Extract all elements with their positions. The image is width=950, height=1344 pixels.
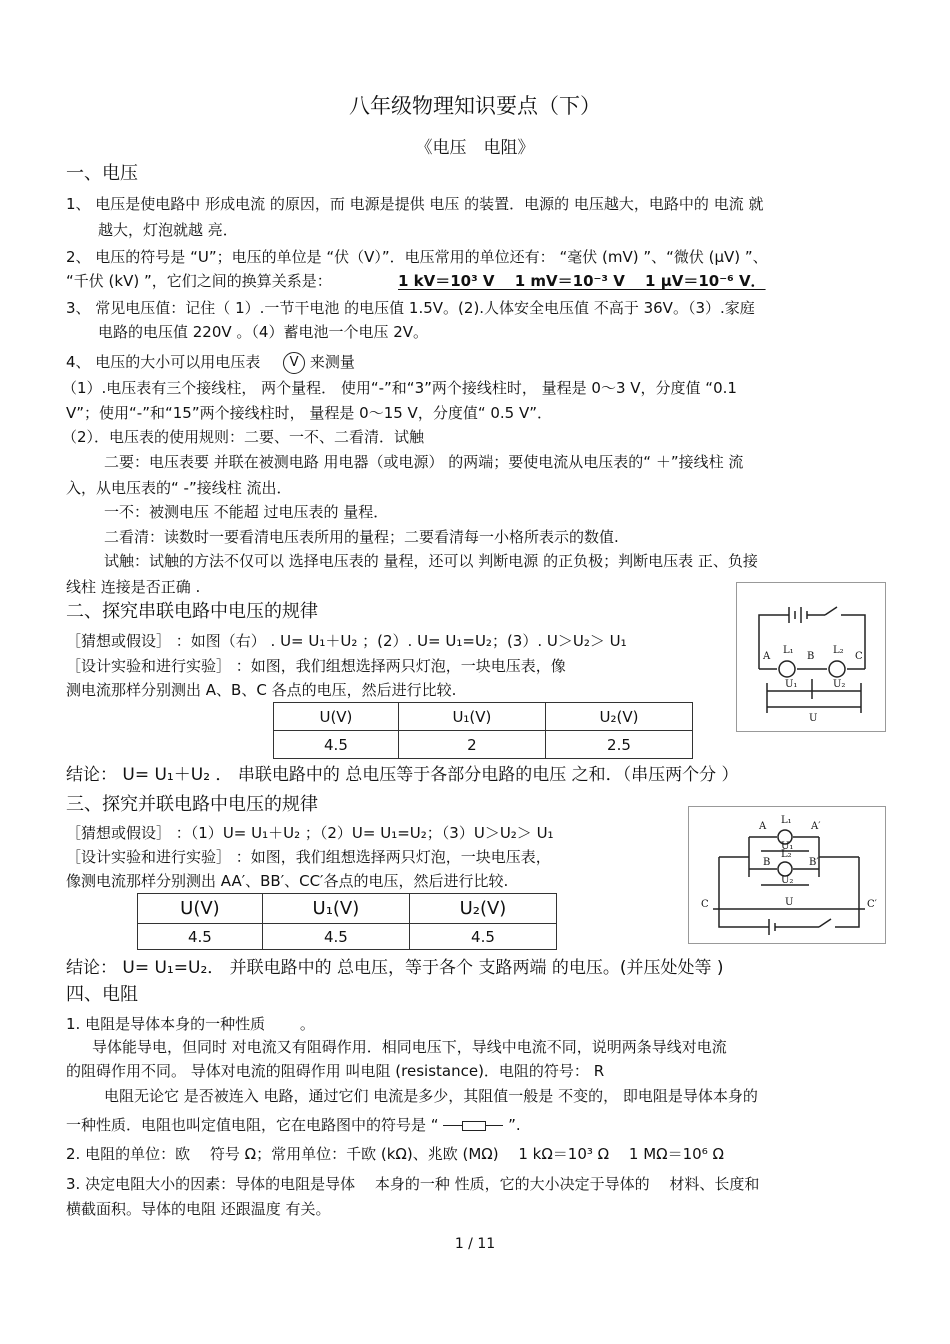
text-span: ”. [508,1116,521,1134]
text-line: ［设计实验和进行实验］ ：如图，我们组想选择两只灯泡，一块电压表，像 [66,657,566,675]
table-header: U₁(V) [398,703,545,731]
section-heading-voltage: 一、电压 [66,163,138,184]
label-c: C [701,899,709,910]
label-a: A [759,821,767,832]
text-line: （1）.电压表有三个接线柱， 两个量程． 使用“-”和“3”两个接线柱时， 量程是 0～3 V，分度值 “0.1 [62,379,737,397]
table-cell: 4.5 [274,731,399,759]
conclusion-series: 结论： U= U₁＋U₂ ． 串联电路中的 总电压等于各部分电路的电压 之和．（串压两个分 ） [66,765,739,785]
text-line: 2、 电压的符号是 “U”；电压的单位是 “伏（V）”．电压常用的单位还有： “毫伏 (mV) ”、“微伏 (μV) ”、 [66,248,768,266]
text-line [66,351,355,374]
resistor-icon [443,1121,503,1131]
label-u2: U₂ [781,875,794,886]
table-header: U(V) [274,703,399,731]
text-line: 1、 电压是使电路中 形成电流 的原因，而 电源是提供 电压 的装置．电源的 电压越大，电路中的 电流 就 [66,195,764,213]
text-line: 入，从电压表的“ -”接线柱 流出． [66,479,292,497]
text-line: 的阻碍作用不同。 导体对电流的阻碍作用 叫电阻 (resistance)．电阻的符号： R [66,1062,605,1080]
parallel-circuit-diagram [689,807,885,943]
series-voltage-table [273,702,693,759]
label-b: B [763,857,771,868]
table-cell: 2.5 [545,731,692,759]
text-line: 电阻无论它 是否被连入 电路，通过它们 电流是多少，其阻值一般是 不变的， 即电阻是导体本身的 [104,1087,758,1105]
table-cell: 4.5 [262,924,409,950]
table-header: U₂(V) [545,703,692,731]
label-u1: U₁ [785,679,798,690]
label-u1: U₁ [781,841,794,852]
text-line: 1. 电阻是导体本身的一种性质 。 [66,1015,315,1033]
text-line: 越大，灯泡就越 亮． [98,221,238,239]
table-header: U₁(V) [262,894,409,924]
label-u: U [809,713,818,724]
label-c: C [855,651,863,662]
text-span: 一种性质．电阻也叫定值电阻，它在电路图中的符号是 “ [66,1116,439,1134]
table-cell: 4.5 [138,924,263,950]
text-line: 二要：电压表要 并联在被测电路 用电器（或电源） 的两端；要使电流从电压表的“ ＋”接线柱 流 [104,453,744,471]
label-c-prime: C′ [867,899,877,910]
table-header: U₂(V) [409,894,556,924]
table-header: U(V) [138,894,263,924]
text-line: 测电流那样分别测出 A、B、C 各点的电压，然后进行比较. [66,681,457,699]
label-a: A [763,651,771,662]
text-line: 二看清：读数时一要看清电压表所用的量程；二要看清每一小格所表示的数值. [104,528,619,546]
parallel-voltage-table [137,893,557,950]
label-l2: L₂ [781,849,792,860]
series-circuit-diagram [737,583,885,731]
text-line: 一不：被测电压 不能超 过电压表的 量程． [104,503,389,521]
text-line: 电路的电压值 220V 。（4）蓄电池一个电压 2V。 [98,323,429,341]
text-line: 3. 决定电阻大小的因素：导体的电阻是导体 本身的一种 性质，它的大小决定于导体的 材料、长度和 [66,1175,760,1193]
text-line: V”；使用“-”和“15”两个接线柱时， 量程是 0～15 V，分度值“ 0.5 V”． [66,404,553,422]
page-subtitle: 《电压 电阻》 [415,138,535,158]
section-heading-parallel: 三、探究并联电路中电压的规律 [66,794,318,815]
text-line: 横截面积。导体的电阻 还跟温度 有关。 [66,1200,331,1218]
voltmeter-icon: V [283,352,305,374]
label-b: B [807,651,815,662]
label-l1: L₁ [783,645,794,656]
series-circuit-figure [736,582,886,732]
text-line: ［猜想或假设］ ：（1）U= U₁＋U₂ ；（2）U= U₁=U₂；（3）U＞U₂＞ U₁ [66,824,554,842]
text-line: 导体能导电，但同时 对电流又有阻碍作用．相同电压下，导线中电流不同，说明两条导线对电流 [92,1038,727,1056]
table-cell: 4.5 [409,924,556,950]
page-title: 八年级物理知识要点（下） [349,94,601,118]
text-span: 4、 电压的大小可以用电压表 [66,353,261,371]
label-a-prime: A′ [811,821,821,832]
text-span: 来测量 [309,353,355,371]
section-heading-resistance: 四、电阻 [66,984,138,1005]
text-line: 试触：试触的方法不仅可以 选择电压表的 量程，还可以 判断电源 的正负极；判断电压表 正、负接 [104,552,758,570]
label-l2: L₂ [833,645,844,656]
table-cell: 2 [398,731,545,759]
page-number: 1 / 11 [454,1236,496,1252]
section-heading-series: 二、探究串联电路中电压的规律 [66,601,318,622]
text-line: 像测电流那样分别测出 AA′、BB′、CC′各点的电压，然后进行比较. [66,872,509,890]
conclusion-parallel: 结论： U= U₁=U₂． 并联电路中的 总电压，等于各个 支路两端 的电压。(并压处处等 ) [66,958,724,978]
parallel-circuit-figure [688,806,886,944]
text-line: ［设计实验和进行实验］ ：如图，我们组想选择两只灯泡，一块电压表， [66,848,551,866]
label-b-prime: B′ [809,857,819,868]
text-line: （2）．电压表的使用规则：二要、一不、二看清．试触 [62,428,425,446]
label-u2: U₂ [833,679,846,690]
text-line: 线柱 连接是否正确 . [66,578,201,596]
text-line: “千伏 (kV) ”，它们之间的换算关系是： [66,272,332,290]
text-line: 3、 常见电压值：记住（ 1）.一节干电池 的电压值 1.5V。(2).人体安全电压值 不高于 36V。（3）.家庭 [66,299,755,317]
unit-conversion: 1 kV＝10³ V 1 mV＝10⁻³ V 1 μV＝10⁻⁶ V． [398,272,766,290]
text-line: ［猜想或假设］ ：如图（右） . U= U₁＋U₂ ；(2）. U= U₁=U₂；(3）. U＞U₂＞ U₁ [66,632,627,650]
label-l1: L₁ [781,815,792,826]
text-line [66,1114,521,1136]
label-u: U [785,897,794,908]
text-line: 2. 电阻的单位：欧 符号 Ω；常用单位：千欧 (kΩ)、兆欧 (MΩ) 1 kΩ＝10³ Ω 1 MΩ＝10⁶ Ω [66,1145,724,1163]
